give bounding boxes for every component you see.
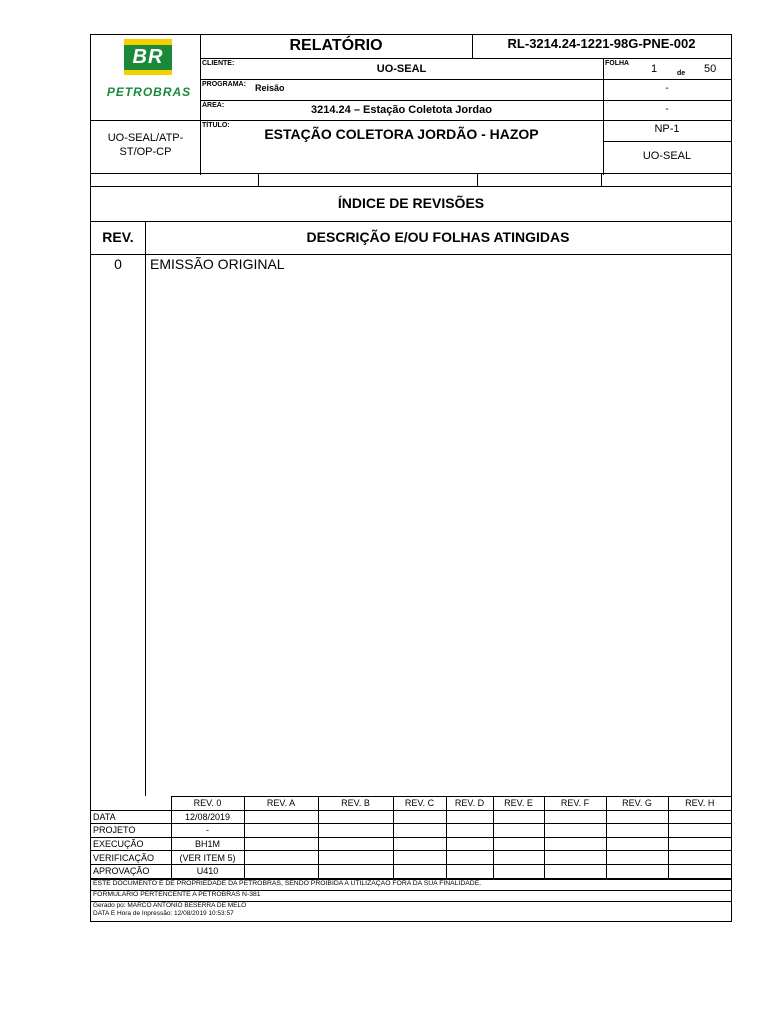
generated-by: Gerado po: MARCO ANTÔNIO BESERRA DE MELO (93, 902, 247, 909)
revision-row-rev0-value: - (171, 824, 244, 838)
revision-row-empty-cell (493, 864, 544, 878)
revision-row-rev0-value: BH1M (171, 837, 244, 851)
revision-table (91, 796, 731, 879)
revision-row-empty-cell (393, 851, 446, 865)
property-notice: ESTE DOCUMENTO É DE PROPRIEDADE DA PETROBRAS, SENDO PROIBIDA A UTILIZAÇÃO FORA DA SUA FINALIDADE. (93, 880, 482, 887)
revision-row-empty-cell (244, 824, 318, 838)
revision-row-empty-cell (668, 851, 731, 865)
revision-row-desc: EMISSÃO ORIGINAL (150, 256, 285, 272)
revision-row-empty-cell (446, 824, 493, 838)
org-value: UO-SEAL (642, 150, 692, 162)
revision-column-header: REV. E (493, 797, 544, 811)
revision-row-empty-cell (493, 837, 544, 851)
programa-right: - (665, 83, 669, 94)
revision-column-header: REV. 0 (171, 797, 244, 811)
revision-row-empty-cell (446, 810, 493, 824)
programa-label: PROGRAMA: (202, 81, 246, 88)
revision-row-empty-cell (318, 824, 393, 838)
np-value: NP-1 (654, 123, 680, 135)
unit-code (91, 131, 200, 159)
revision-row-label: PROJETO (91, 824, 171, 838)
revision-row-label: VERIFICAÇÃO (91, 851, 171, 865)
cliente-label: CLIENTE: (202, 60, 235, 67)
area-right: - (665, 104, 669, 115)
revision-column-header: REV. G (606, 797, 668, 811)
revision-row-empty-cell (393, 810, 446, 824)
revision-table-row (91, 810, 731, 824)
revision-row-empty-cell (668, 837, 731, 851)
revision-row-empty-cell (318, 810, 393, 824)
revision-row-empty-cell (544, 851, 606, 865)
revision-row-empty-cell (493, 851, 544, 865)
area-value: 3214.24 – Estação Coletota Jordao (311, 104, 492, 116)
revision-row-empty-cell (493, 810, 544, 824)
revision-column-header: REV. C (393, 797, 446, 811)
br-logo-icon (124, 39, 172, 75)
revision-row-rev0-value: U410 (171, 864, 244, 878)
revision-row-empty-cell (606, 864, 668, 878)
folha-total: 50 (704, 63, 717, 75)
revision-row-rev: 0 (114, 256, 122, 272)
revision-table-row (91, 864, 731, 878)
document-form (90, 34, 732, 922)
revision-row-empty-cell (244, 810, 318, 824)
folha-label: FOLHA (605, 60, 630, 67)
revision-table-row (91, 824, 731, 838)
folha-de: de (677, 70, 686, 77)
revision-row-empty-cell (606, 851, 668, 865)
cliente-value: UO-SEAL (376, 63, 427, 75)
titulo-label: TÍTULO: (202, 122, 230, 129)
unit-code-line2: ST/OP-CP (119, 146, 172, 158)
revision-row-empty-cell (318, 837, 393, 851)
doc-type: RELATÓRIO (289, 37, 383, 54)
revision-row-empty-cell (446, 864, 493, 878)
revision-row-empty-cell (446, 837, 493, 851)
revision-row-empty-cell (318, 851, 393, 865)
revision-row-empty-cell (606, 824, 668, 838)
revision-column-header: REV. B (318, 797, 393, 811)
col-rev: REV. (102, 229, 134, 245)
revision-row-empty-cell (393, 824, 446, 838)
revision-row-empty-cell (446, 851, 493, 865)
revision-row-empty-cell (606, 837, 668, 851)
petrobras-wordmark: PETROBRAS (106, 85, 192, 99)
revision-row-empty-cell (668, 824, 731, 838)
revision-row-empty-cell (493, 824, 544, 838)
revision-table-row (91, 851, 731, 865)
br-logo-text: BR (132, 46, 164, 68)
revision-row-label: EXECUÇÃO (91, 837, 171, 851)
revision-row-empty-cell (318, 864, 393, 878)
revision-row-empty-cell (544, 837, 606, 851)
revision-row-empty-cell (606, 810, 668, 824)
titulo-value: ESTAÇÃO COLETORA JORDÃO - HAZOP (264, 126, 539, 142)
folha-number: 1 (651, 63, 658, 75)
revision-row-label: APROVAÇÃO (91, 864, 171, 878)
revision-row-label: DATA (91, 810, 171, 824)
print-date: DATA E Hora de Inpressão: 12/08/2019 10:53:57 (93, 910, 234, 917)
area-label: ÁREA: (202, 102, 225, 109)
revision-row-empty-cell (393, 864, 446, 878)
revision-column-header: REV. D (446, 797, 493, 811)
programa-value: Reisão (255, 83, 285, 93)
col-desc: DESCRIÇÃO E/OU FOLHAS ATINGIDAS (306, 229, 570, 245)
revision-table-corner (91, 797, 171, 811)
revision-row-rev0-value: (VER ITEM 5) (171, 851, 244, 865)
form-notice: FORMULÁRIO PERTENCENTE A PETROBRAS N-381 (93, 891, 261, 898)
index-title: ÍNDICE DE REVISÕES (337, 195, 485, 211)
revision-row-empty-cell (393, 837, 446, 851)
unit-code-line1: UO-SEAL/ATP- (107, 132, 184, 144)
doc-number: RL-3214.24-1221-98G-PNE-002 (507, 36, 696, 51)
revision-row-empty-cell (668, 810, 731, 824)
revision-table-header (91, 797, 731, 811)
revision-column-header: REV. F (544, 797, 606, 811)
revision-row-empty-cell (544, 824, 606, 838)
revision-row-rev0-value: 12/08/2019 (171, 810, 244, 824)
revision-row-empty-cell (244, 837, 318, 851)
revision-row-empty-cell (544, 864, 606, 878)
revision-table-row (91, 837, 731, 851)
revision-row-empty-cell (668, 864, 731, 878)
revision-row-empty-cell (244, 864, 318, 878)
revision-row-empty-cell (544, 810, 606, 824)
petrobras-logo (99, 37, 199, 103)
revision-column-header: REV. A (244, 797, 318, 811)
revision-column-header: REV. H (668, 797, 731, 811)
revision-row-empty-cell (244, 851, 318, 865)
